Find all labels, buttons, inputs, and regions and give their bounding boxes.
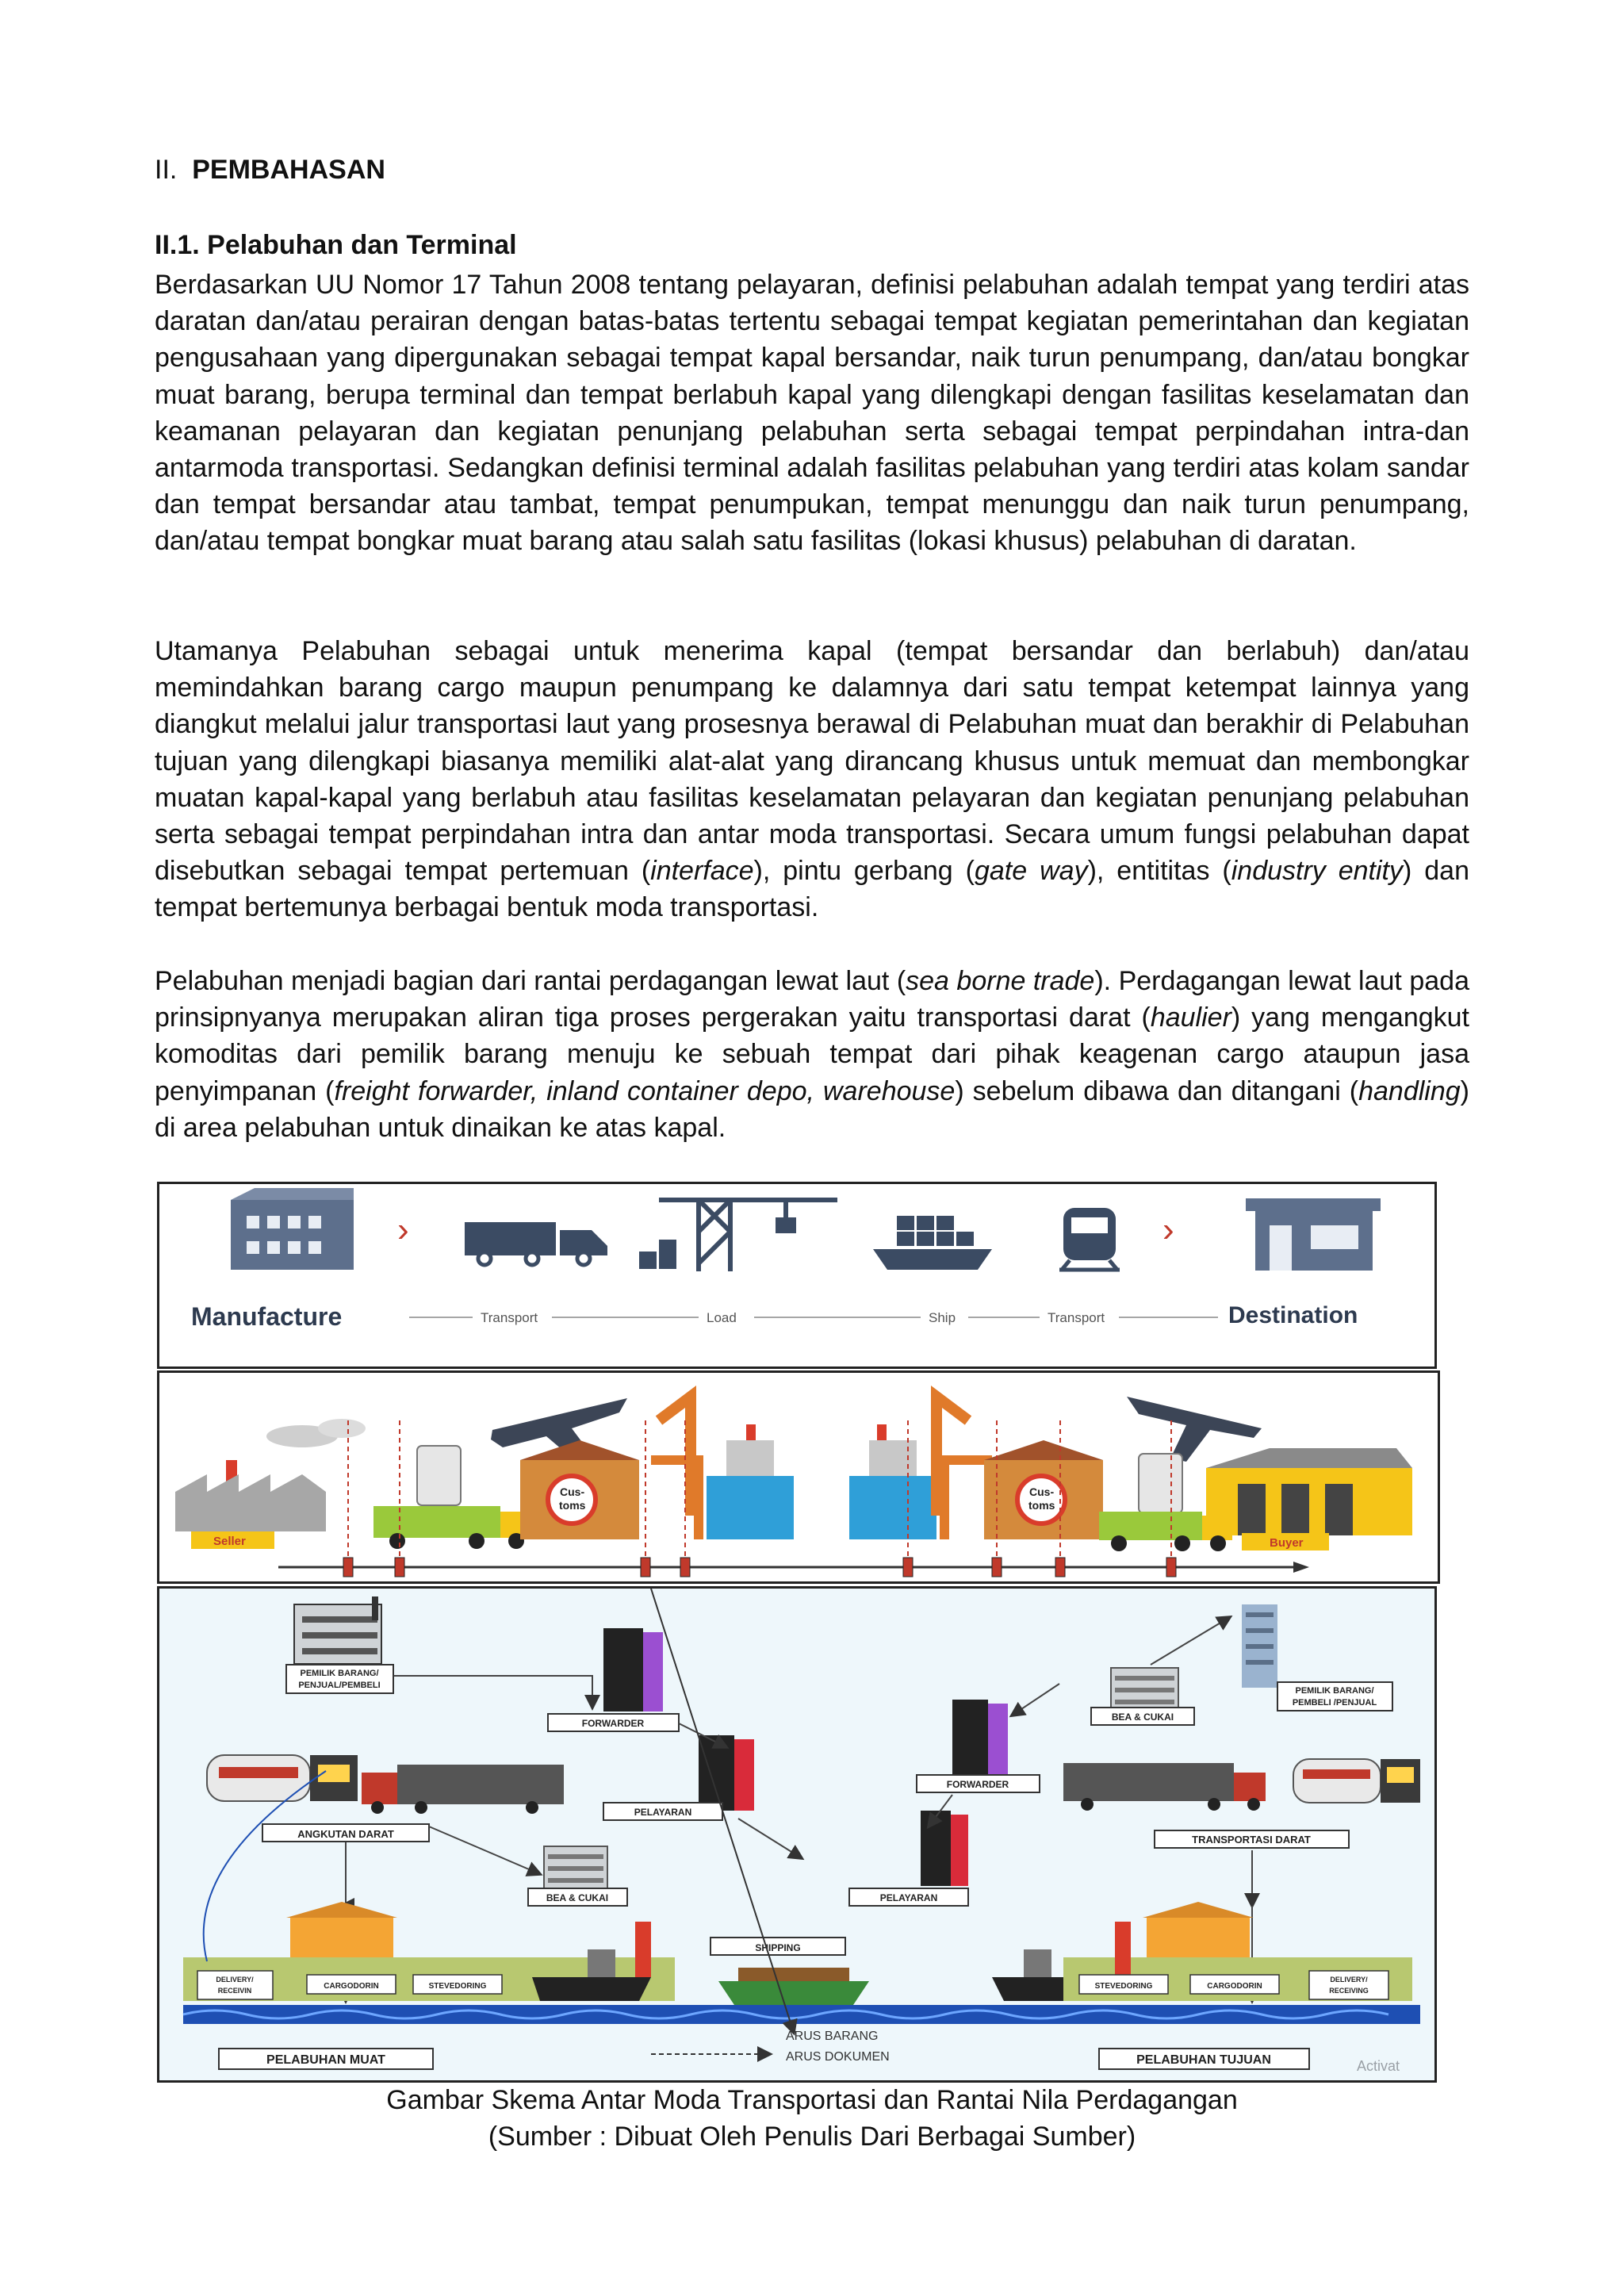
shipping-label: SHIPPING — [755, 1942, 801, 1953]
arus-dokumen-label: ARUS DOKUMEN — [786, 2050, 890, 2064]
port-flow-svg — [159, 1589, 1434, 2080]
customs-warehouse-icon-right — [984, 1440, 1103, 1539]
transportasi-darat-label: TRANSPORTASI DARAT — [1192, 1834, 1311, 1846]
paragraph-1-block — [155, 266, 1469, 560]
chain-step-transport-1: Transport — [481, 1310, 538, 1325]
forwarder-building-icon-left — [603, 1628, 663, 1711]
pemilik-left-label-2: PENJUAL/PEMBELI — [298, 1681, 381, 1690]
customs-label-left-1: Cus- — [560, 1485, 585, 1498]
cargo-ship-icon — [873, 1216, 992, 1270]
chevron-right-icon-2: › — [1162, 1210, 1174, 1249]
delivery-left-label-1: DELIVERY/ — [216, 1976, 254, 1984]
activate-watermark: Activat — [1357, 2058, 1400, 2074]
customs-building-icon-left — [544, 1846, 607, 1890]
cargodoring-right-label: CARGODORIN — [1207, 1982, 1262, 1991]
section-number: II. — [155, 155, 178, 185]
figure-caption-line-2: (Sumber : Dibuat Oleh Penulis Dari Berbagai Sumber) — [488, 2122, 1136, 2152]
customs-label-right-2: toms — [1028, 1499, 1055, 1512]
chevron-right-icon: › — [397, 1210, 409, 1249]
paragraph-2: Utamanya Pelabuhan sebagai untuk menerima kapal (tempat bersandar dan berlabuh) dan/atau memindahkan barang cargo maupun penumpang ke dalamnya dari satu tempat ketempat lainnya yang diangkut melalui jalur transportasi laut yang prosesnya berawal di Pelabuhan muat dan berakhir di Pelabuhan tujuan yang dilengkapi biasanya memiliki alat-alat yang dirancang khusus untuk memuat dan membongkar muatan kapal-kapal yang berlabuh atau fasilitas keselamatan pelayaran dan kegiatan penunjang pelabuhan serta sebagai tempat perpindahan intra dan antar moda transportasi. Secara umum fungsi pelabuhan dapat disebutkan sebagai tempat pertemuan (interface), pintu gerbang (gate way), entititas (industry entity) dan tempat bertemunya berbagai bentuk moda transportasi. — [155, 636, 1469, 923]
customs-label-right-1: Cus- — [1029, 1485, 1055, 1498]
chain-end-label: Destination — [1228, 1302, 1358, 1328]
paragraph-2-block — [155, 633, 1469, 926]
section-heading — [155, 155, 385, 186]
seller-label: Seller — [213, 1535, 246, 1548]
section-title: PEMBAHASAN — [192, 155, 385, 185]
pelabuhan-muat-label: PELABUHAN MUAT — [266, 2053, 385, 2067]
train-icon-right — [1293, 1759, 1420, 1803]
stevedoring-left-label: STEVEDORING — [428, 1982, 487, 1991]
delivery-left-label-2: RECEIVIN — [217, 1987, 252, 1995]
chain-step-transport-2: Transport — [1048, 1310, 1105, 1325]
figure-seller-buyer — [157, 1370, 1440, 1584]
chain-step-load: Load — [707, 1310, 737, 1325]
owner-building-icon-right — [1242, 1604, 1277, 1688]
train-icon — [1059, 1208, 1120, 1270]
port-crane-icon — [639, 1200, 837, 1271]
pemilik-right-label-2: PEMBELI /PENJUAL — [1292, 1698, 1377, 1708]
pelayaran-left-label: PELAYARAN — [634, 1807, 692, 1818]
figure-transport-chain — [157, 1182, 1437, 1369]
buyer-warehouse-icon — [1206, 1448, 1412, 1535]
pelayaran-mid-label: PELAYARAN — [879, 1892, 938, 1903]
paragraph-1: Berdasarkan UU Nomor 17 Tahun 2008 tentang pelayaran, definisi pelabuhan adalah tempat yang terdiri atas daratan dan/atau perairan dengan batas-batas tertentu sebagai tempat kegiatan pemerintahan dan kegiatan pengusahaan yang dipergunakan sebagai tempat kapal bersandar, naik turun penumpang, dan/atau bongkar muat barang, berupa terminal dan tempat berlabuh kapal yang dilengkapi dengan fasilitas keselamatan dan keamanan pelayaran dan kegiatan penunjang pelabuhan serta sebagai tempat perpindahan intra-dan antarmoda transportasi. Sedangkan definisi terminal adalah fasilitas pelabuhan yang terdiri atas kolam sandar dan tempat bersandar atau tambat, tempat penumpukan, tempat menunggu dan naik turun penumpang, dan/atau tempat bongkar muat barang atau salah satu fasilitas (lokasi khusus) pelabuhan di daratan. — [155, 270, 1469, 557]
truck-icon-right — [1063, 1763, 1266, 1811]
owner-building-icon-left — [294, 1596, 381, 1664]
factory-building-icon — [231, 1188, 354, 1270]
customs-warehouse-icon-left — [520, 1440, 639, 1539]
delivery-right-label-1: DELIVERY/ — [1330, 1976, 1368, 1984]
forwarder-right-label: FORWARDER — [946, 1779, 1009, 1790]
arus-barang-label: ARUS BARANG — [786, 2030, 879, 2043]
paragraph-3-block — [155, 963, 1469, 1146]
paragraph-3: Pelabuhan menjadi bagian dari rantai perdagangan lewat laut (sea borne trade). Perdagangan lewat laut pada prinsipnyanya merupakan aliran tiga proses pergerakan yaitu transportasi darat (haulier) yang mengangkut komoditas dari pemilik barang menuju ke sebuah tempat dari pihak keagenan cargo ataupun jasa penyimpanan (freight forwarder, inland container depo, warehouse) sebelum dibawa dan ditangani (handling) di area pelabuhan untuk dinaikan ke atas kapal. — [155, 966, 1470, 1143]
seller-buyer-svg — [159, 1373, 1438, 1581]
truck-icon — [465, 1222, 607, 1265]
bea-cukai-right-label: BEA & CUKAI — [1111, 1711, 1174, 1723]
delivery-right-label-2: RECEIVING — [1329, 1987, 1369, 1995]
airplane-icon-right — [1127, 1397, 1262, 1462]
crane-ship-icon-left — [651, 1397, 794, 1539]
subsection-heading: II.1. Pelabuhan dan Terminal — [155, 230, 517, 260]
figure-port-flow — [157, 1586, 1437, 2083]
chain-start-label: Manufacture — [191, 1302, 343, 1331]
factory-icon — [175, 1419, 366, 1531]
angkutan-darat-label: ANGKUTAN DARAT — [297, 1828, 394, 1840]
forwarder-left-label: FORWARDER — [581, 1718, 645, 1729]
transport-chain-svg — [159, 1184, 1434, 1366]
figure-caption-line-1: Gambar Skema Antar Moda Transportasi dan Rantai Nila Perdagangan — [386, 2085, 1238, 2115]
pemilik-left-label-1: PEMILIK BARANG/ — [300, 1669, 379, 1678]
pelabuhan-tujuan-label: PELABUHAN TUJUAN — [1136, 2053, 1271, 2067]
container-truck-icon-left — [373, 1446, 532, 1549]
shipping-company-building-icon-mid — [921, 1811, 968, 1886]
bea-cukai-left-label: BEA & CUKAI — [546, 1892, 609, 1903]
buyer-label: Buyer — [1270, 1536, 1304, 1550]
customs-building-icon-right — [1111, 1668, 1178, 1711]
shipping-vessel-icon — [718, 1968, 869, 2005]
cargodoring-left-label: CARGODORIN — [324, 1982, 379, 1991]
customs-label-left-2: toms — [559, 1499, 586, 1512]
chain-step-ship: Ship — [929, 1310, 956, 1325]
crane-ship-icon-right — [849, 1397, 992, 1539]
truck-icon-left — [362, 1765, 564, 1814]
forwarder-building-icon-right — [952, 1700, 1008, 1775]
destination-building-icon — [1246, 1198, 1381, 1271]
stevedoring-right-label: STEVEDORING — [1094, 1982, 1153, 1991]
train-icon-left — [207, 1755, 358, 1801]
pemilik-right-label-1: PEMILIK BARANG/ — [1295, 1686, 1374, 1696]
